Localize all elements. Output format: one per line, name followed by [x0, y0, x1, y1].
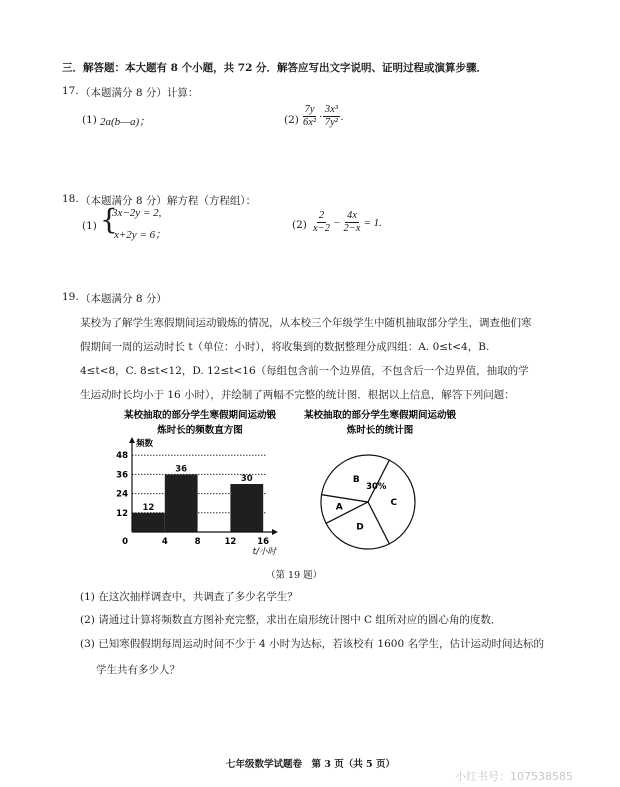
q17-f2-num: 3x³	[324, 104, 338, 115]
q19-sub3b: 学生共有多少人？	[96, 664, 180, 676]
y-tick-label: 48	[116, 451, 128, 462]
x-tick-label: 16	[257, 537, 270, 547]
q17-number: 17.	[62, 85, 79, 97]
q18-minus: −	[333, 216, 341, 229]
bar-value-label: 30	[240, 474, 253, 484]
q18-eq2: x+2y = 6；	[114, 229, 167, 241]
q17-part2-label: (2)	[284, 114, 299, 126]
y-axis-arrow	[129, 437, 135, 443]
pie-chart	[298, 402, 478, 562]
watermark: 小红书号：107538585	[455, 770, 573, 783]
q17-fraction-2	[323, 104, 340, 129]
x-axis-label: t/小时	[252, 547, 276, 557]
y-tick-label: 36	[116, 470, 128, 481]
histogram-bar	[132, 513, 165, 532]
histogram-title-line1: 某校抽取的部分学生寒假期间运动锻	[123, 410, 277, 421]
q17-header: （本题满分 8 分）计算：	[80, 87, 199, 99]
histogram-chart	[108, 402, 288, 562]
pie-slice-label: D	[356, 522, 364, 533]
q19-header: （本题满分 8 分）	[80, 293, 167, 305]
q18-fraction-2	[341, 210, 362, 235]
q18-f2-den: 2−x	[343, 223, 361, 234]
q18-f2-num: 4x	[346, 210, 357, 221]
q19-sub2: (2) 请通过计算将频数直方图补充完整，求出在扇形统计图中 C 组所对应的圆心角的度数．	[80, 614, 502, 626]
q18-brace: {	[100, 203, 118, 236]
q17-f1-num: 7y	[304, 104, 315, 115]
pie-slice-label: B	[352, 474, 360, 485]
bar-value-label: 12	[142, 502, 155, 513]
q18-part2-expr	[310, 210, 382, 235]
pie-slice-label: A	[335, 502, 343, 513]
x-axis-arrow	[272, 529, 278, 535]
q17-part1-expr: 2a(b—a)；	[100, 116, 151, 128]
page-footer: 七年级数学试题卷 第 3 页（共 5 页）	[226, 759, 395, 770]
q18-f1-den: x−2	[313, 223, 330, 234]
q18-eq1: 3x−2y = 2,	[112, 207, 162, 219]
y-axis-label: 频数	[136, 439, 154, 449]
q17-f1-den: 6x²	[303, 117, 317, 128]
pie-title-line1: 某校抽取的部分学生寒假期间运动锻	[303, 410, 457, 421]
q18-header: （本题满分 8 分）解方程（方程组）：	[80, 195, 257, 207]
bar-value-label: 36	[175, 464, 188, 475]
q18-part2-label: (2)	[292, 219, 307, 231]
q19-sub1: (1) 在这次抽样调查中，共调查了多少名学生？	[80, 591, 298, 603]
q18-number: 18.	[62, 193, 79, 205]
q19-sub3a: (3) 已知寒假假期每周运动时间不少于 4 小时为达标，若该校有 1600 名学生，估计运动时间达标的	[80, 638, 544, 650]
x-tick-label: 12	[224, 537, 237, 547]
pie-title-line2: 炼时长的统计图	[346, 425, 414, 436]
q18-end: = 1.	[363, 216, 382, 229]
y-tick-label: 24	[116, 489, 128, 500]
q17-part2-expr	[300, 104, 344, 129]
pie-slice-label: C	[390, 498, 398, 508]
q17-f2-den: 7y²	[324, 117, 338, 128]
q17-fraction-1	[301, 104, 318, 129]
q18-part1-label: (1)	[82, 220, 97, 232]
figure-caption: （第 19 题）	[266, 570, 323, 581]
histogram-bar	[165, 474, 198, 532]
q19-number: 19.	[62, 291, 79, 303]
x-tick-label: 8	[194, 537, 201, 547]
q17-dot: ·	[319, 110, 322, 123]
x-tick-label: 0	[122, 537, 128, 547]
section-heading: 三．解答题：本大题有 8 个小题，共 72 分．解答应写出文字说明、证明过程或演算步骤．	[62, 62, 488, 74]
pie-slice-percent: 30%	[366, 481, 387, 492]
q18-f1-num: 2	[318, 210, 325, 221]
q18-fraction-1	[311, 210, 332, 235]
q17-part1-label: (1)	[82, 114, 97, 126]
histogram-bar	[230, 484, 263, 532]
histogram-title-line2: 炼时长的频数直方图	[157, 425, 243, 436]
q17-end: .	[340, 110, 344, 123]
x-tick-label: 4	[161, 537, 168, 547]
q19-paragraph: 某校为了解学生寒假期间运动锻炼的情况，从本校三个年级学生中随机抽取部分学生，调查他们寒假期间一周的运动时长 t（单位：小时），将收集到的数据整理分成四组：A. 0≤t<4，B. 4≤t<8，C. 8≤t<12，D. 12≤t<16（每组包含前一个边界值，不包含后一个边界值，抽取的学生运动时长均小于 16 小时），并绘制了两幅不完整的统计图．根据以上信息，解答下列问题：	[80, 317, 532, 401]
y-tick-label: 12	[116, 508, 128, 519]
